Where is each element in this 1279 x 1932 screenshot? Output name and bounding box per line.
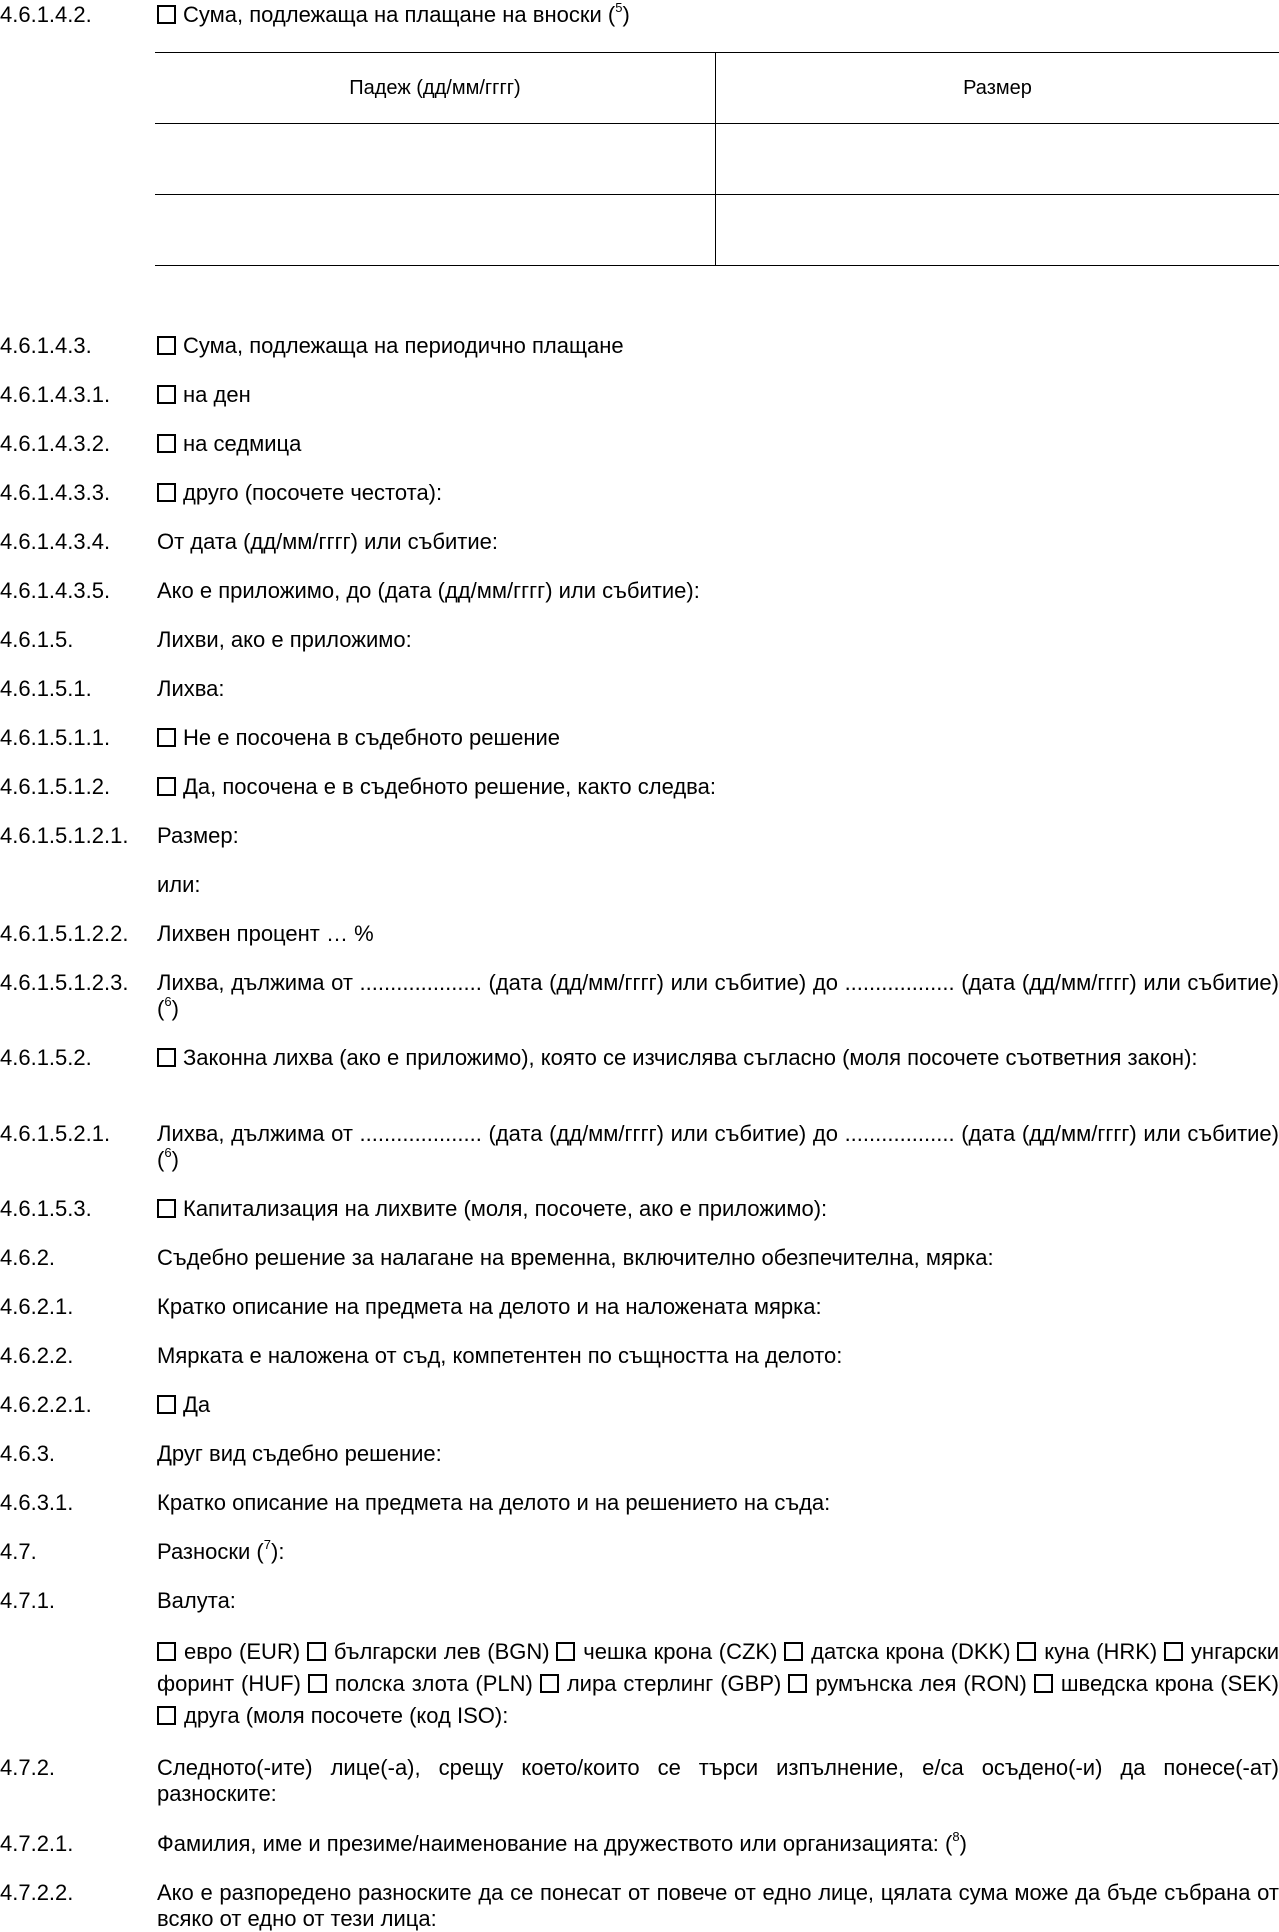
section-label: Кратко описание на предмета на делото и на решението на съда: [157, 1490, 831, 1515]
section-label: Законна лихва (ако е приложимо), която се изчислява съгласно (моля посочете съответния закон): [183, 1045, 1198, 1070]
checkbox-statutory-interest[interactable] [157, 1048, 176, 1067]
section-number: 4.6.1.5.1. [0, 676, 92, 701]
section-number: 4.6.1.4.3.5. [0, 578, 111, 603]
checkbox-periodic[interactable] [157, 336, 176, 355]
column-header-amount: Размер [716, 53, 1279, 124]
section-number: 4.6.3.1. [0, 1490, 74, 1515]
footnote-ref: 6 [164, 994, 172, 1009]
section-number: 4.7.1. [0, 1588, 56, 1613]
table-cell[interactable] [716, 124, 1279, 195]
section-label: Кратко описание на предмета на делото и на наложената мярка: [157, 1294, 822, 1319]
footnote-ref: 5 [615, 0, 623, 15]
checkbox-other-currency[interactable] [157, 1706, 176, 1725]
currency-label: шведска крона (SEK) [1060, 1671, 1279, 1696]
section-label: Мярката е наложена от съд, компетентен по същността на делото: [157, 1343, 843, 1368]
section-label: на седмица [183, 431, 302, 456]
section-label: Да [183, 1392, 211, 1417]
table-cell[interactable] [716, 195, 1279, 266]
checkbox-per-week[interactable] [157, 434, 176, 453]
section-label: Лихви, ако е приложимо: [157, 627, 412, 652]
section-number: 4.6.1.4.2. [0, 2, 92, 27]
section-number: 4.6.1.5.3. [0, 1196, 92, 1221]
checkbox-eur[interactable] [157, 1642, 176, 1661]
currency-label: друга (моля посочете (код ISO): [184, 1703, 509, 1728]
currency-label: български лев (BGN) [333, 1639, 550, 1664]
section-number: 4.7.2.1. [0, 1831, 74, 1856]
section-number: 4.6.1.5.1.2. [0, 774, 111, 799]
section-label: Размер: [157, 823, 239, 848]
section-number: 4.6.1.4.3.1. [0, 382, 111, 407]
section-label: Лихва, дължима от .................... (дата (дд/мм/гггг) или събитие) до .................. (дата (дд/мм/гггг) или събитие) ( [157, 970, 1279, 1021]
checkbox-per-day[interactable] [157, 385, 176, 404]
instalments-table [155, 52, 1279, 266]
checkbox-dkk[interactable] [784, 1642, 803, 1661]
section-label: Лихва: [157, 676, 225, 701]
checkbox-other-frequency[interactable] [157, 483, 176, 502]
checkbox-yes[interactable] [157, 1395, 176, 1414]
footnote-ref: 6 [164, 1145, 172, 1160]
section-label: друго (посочете честота): [183, 480, 443, 505]
section-label: Валута: [157, 1588, 236, 1613]
section-label: Лихва, дължима от .................... (дата (дд/мм/гггг) или събитие) до .................. (дата (дд/мм/гггг) или събитие) ( [157, 1121, 1279, 1172]
footnote-ref: 7 [263, 1537, 271, 1552]
section-number: 4.6.1.5.2.1. [0, 1121, 111, 1146]
section-number: 4.6.2.2.1. [0, 1392, 92, 1417]
section-label: Да, посочена е в съдебното решение, както следва: [183, 774, 716, 799]
checkbox-instalments[interactable] [157, 5, 176, 24]
section-number: 4.6.1.5.2. [0, 1045, 92, 1070]
section-number: 4.6.1.4.3. [0, 333, 92, 358]
section-number: 4.6.1.5.1.2.1. [0, 823, 129, 848]
section-number: 4.6.1.5.1.2.2. [0, 921, 129, 946]
section-number: 4.6.2. [0, 1245, 56, 1270]
currency-label: румънска лея (RON) [815, 1671, 1027, 1696]
section-number: 4.6.2.1. [0, 1294, 74, 1319]
section-label: Не е посочена в съдебното решение [183, 725, 561, 750]
table-cell[interactable] [155, 124, 716, 195]
section-label: Капитализация на лихвите (моля, посочете, ако е приложимо): [183, 1196, 828, 1221]
section-label: Сума, подлежаща на плащане на вноски ( [183, 2, 616, 27]
section-label: Фамилия, име и презиме/наименование на дружеството или организацията: ( [157, 1831, 953, 1856]
currency-label: лира стерлинг (GBP) [566, 1671, 782, 1696]
section-number: 4.6.1.4.3.2. [0, 431, 111, 456]
checkbox-bgn[interactable] [307, 1642, 326, 1661]
table-cell[interactable] [155, 195, 716, 266]
section-number: 4.7.2.2. [0, 1880, 74, 1905]
section-label: Друг вид съдебно решение: [157, 1441, 442, 1466]
section-label: Съдебно решение за налагане на временна, включително обезпечителна, мярка: [157, 1245, 994, 1270]
checkbox-huf[interactable] [1164, 1642, 1183, 1661]
currency-label: евро (EUR) [184, 1639, 301, 1664]
checkbox-gbp[interactable] [540, 1674, 559, 1693]
section-label: на ден [183, 382, 251, 407]
checkbox-sek[interactable] [1034, 1674, 1053, 1693]
section-number: 4.6.1.5.1.2.3. [0, 970, 129, 995]
section-number: 4.7. [0, 1539, 37, 1564]
section-label: От дата (дд/мм/гггг) или събитие: [157, 529, 498, 554]
checkbox-specified[interactable] [157, 777, 176, 796]
section-number: 4.6.1.5.1.1. [0, 725, 111, 750]
section-number: 4.7.2. [0, 1755, 56, 1780]
section-label: Ако е разпоредено разноските да се понесат от повече от едно лице, цялата сума може да бъде събрана от всяко от едно от тези лица: [157, 1880, 1279, 1931]
section-number: 4.6.3. [0, 1441, 56, 1466]
column-header-due-date: Падеж (дд/мм/гггг) [155, 53, 716, 124]
checkbox-not-specified[interactable] [157, 728, 176, 747]
checkbox-pln[interactable] [308, 1674, 327, 1693]
checkbox-ron[interactable] [788, 1674, 807, 1693]
section-label: Разноски ( [157, 1539, 264, 1564]
footnote-ref: 8 [952, 1829, 960, 1844]
section-label: Сума, подлежаща на периодично плащане [183, 333, 624, 358]
currency-label: полска злота (PLN) [334, 1671, 533, 1696]
section-label: Лихвен процент … % [157, 921, 374, 946]
checkbox-hrk[interactable] [1017, 1642, 1036, 1661]
section-number: 4.6.2.2. [0, 1343, 74, 1368]
section-number: 4.6.1.4.3.3. [0, 480, 111, 505]
section-number: 4.6.1.4.3.4. [0, 529, 111, 554]
currency-label: унгарски форинт (HUF) [157, 1639, 1279, 1696]
currency-label: куна (HRK) [1044, 1639, 1158, 1664]
section-number: 4.6.1.5. [0, 627, 74, 652]
checkbox-czk[interactable] [556, 1642, 575, 1661]
checkbox-capitalisation[interactable] [157, 1199, 176, 1218]
section-label: Следното(-ите) лице(-а), срещу което/които се търси изпълнение, е/са осъдено(-и) да понесе(-ат) разноските: [157, 1755, 1279, 1806]
currency-label: чешка крона (CZK) [583, 1639, 778, 1664]
currency-label: датска крона (DKK) [811, 1639, 1011, 1664]
section-label: Ако е приложимо, до (дата (дд/мм/гггг) или събитие): [157, 578, 700, 603]
or-label: или: [157, 872, 201, 897]
